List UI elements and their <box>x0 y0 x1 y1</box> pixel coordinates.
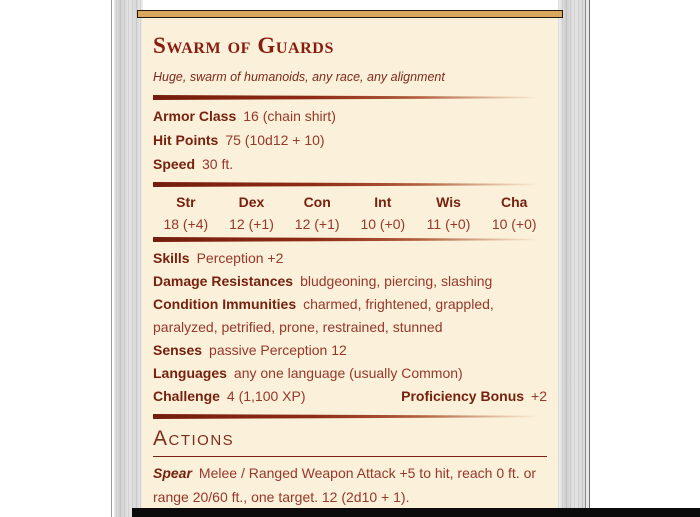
challenge-group <box>153 385 306 408</box>
action-spear-text: Melee / Ranged Weapon Attack +5 to hit, reach 0 ft. or range 20/60 ft., one target. 12 (2d10 + 1). <box>153 465 537 505</box>
damage-resistances-value: bludgeoning, piercing, slashing <box>300 273 493 289</box>
languages-line <box>153 362 547 385</box>
skills-label: Skills <box>153 250 190 266</box>
action-spear-name: Spear <box>153 465 192 481</box>
page-edge-shadow-left <box>111 0 143 517</box>
speed-line <box>153 152 547 176</box>
damage-resistances-line <box>153 270 547 293</box>
stat-block-panel <box>142 18 558 517</box>
top-accent-bar <box>137 10 563 18</box>
languages-label: Languages <box>153 365 227 381</box>
skills-line <box>153 247 547 270</box>
armor-class-label: Armor Class <box>153 108 237 124</box>
proficiency-bonus-value: +2 <box>531 388 547 404</box>
creature-name: Swarm of Guards <box>153 33 334 58</box>
challenge-value: 4 (1,100 XP) <box>226 388 306 404</box>
ability-int-score: 10 (+0) <box>360 216 406 232</box>
hit-points-line <box>153 128 547 152</box>
bottom-cut-bar <box>132 508 700 517</box>
ability-cha-score: 10 (+0) <box>491 216 537 232</box>
challenge-label: Challenge <box>153 388 220 404</box>
ability-wis-score: 11 (+0) <box>426 216 471 232</box>
core-stats <box>153 104 547 176</box>
armor-class-value: 16 (chain shirt) <box>243 108 336 124</box>
ability-wis <box>416 191 482 235</box>
creature-type: Huge, swarm of humanoids, any race, any alignment <box>153 70 445 84</box>
condition-immunities-label: Condition Immunities <box>153 296 297 312</box>
damage-resistances-label: Damage Resistances <box>153 273 294 289</box>
ability-str-label: Str <box>176 194 196 210</box>
ability-cha <box>481 191 547 235</box>
languages-value: any one language (usually Common) <box>233 365 463 381</box>
hit-points-value: 75 (10d12 + 10) <box>225 132 325 148</box>
divider-rule <box>153 95 547 100</box>
ability-dex-label: Dex <box>238 194 265 210</box>
ability-con-score: 12 (+1) <box>294 216 340 232</box>
actions-heading: Actions <box>153 427 547 457</box>
condition-immunities-line <box>153 293 547 339</box>
senses-value: passive Perception 12 <box>209 342 347 358</box>
divider-rule <box>153 414 547 419</box>
proficiency-bonus-group <box>401 385 547 408</box>
senses-line <box>153 339 547 362</box>
challenge-line <box>153 385 547 408</box>
speed-label: Speed <box>153 156 196 172</box>
ability-int-label: Int <box>374 194 392 210</box>
stat-block <box>142 10 558 517</box>
proficiency-bonus-label: Proficiency Bonus <box>401 388 525 404</box>
divider-rule <box>153 237 547 242</box>
ability-dex-score: 12 (+1) <box>229 216 274 232</box>
ability-dex <box>219 191 285 235</box>
ability-cha-label: Cha <box>500 194 528 210</box>
traits <box>153 247 547 408</box>
senses-label: Senses <box>153 342 203 358</box>
action-spear <box>153 461 547 509</box>
ability-int <box>350 191 416 235</box>
ability-scores <box>153 191 547 235</box>
ability-str <box>153 191 219 235</box>
ability-str-score: 18 (+4) <box>163 216 209 232</box>
divider-rule <box>153 182 547 187</box>
skills-value: Perception +2 <box>196 250 284 266</box>
condition-immunities-value: charmed, frightened, grappled, paralyzed, petrified, prone, restrained, stunned <box>153 296 494 335</box>
armor-class-line <box>153 104 547 128</box>
ability-con-label: Con <box>303 194 331 210</box>
page-edge-shadow-right <box>558 0 590 517</box>
ability-wis-label: Wis <box>436 194 461 210</box>
hit-points-label: Hit Points <box>153 132 219 148</box>
speed-value: 30 ft. <box>202 156 234 172</box>
ability-con <box>284 191 350 235</box>
